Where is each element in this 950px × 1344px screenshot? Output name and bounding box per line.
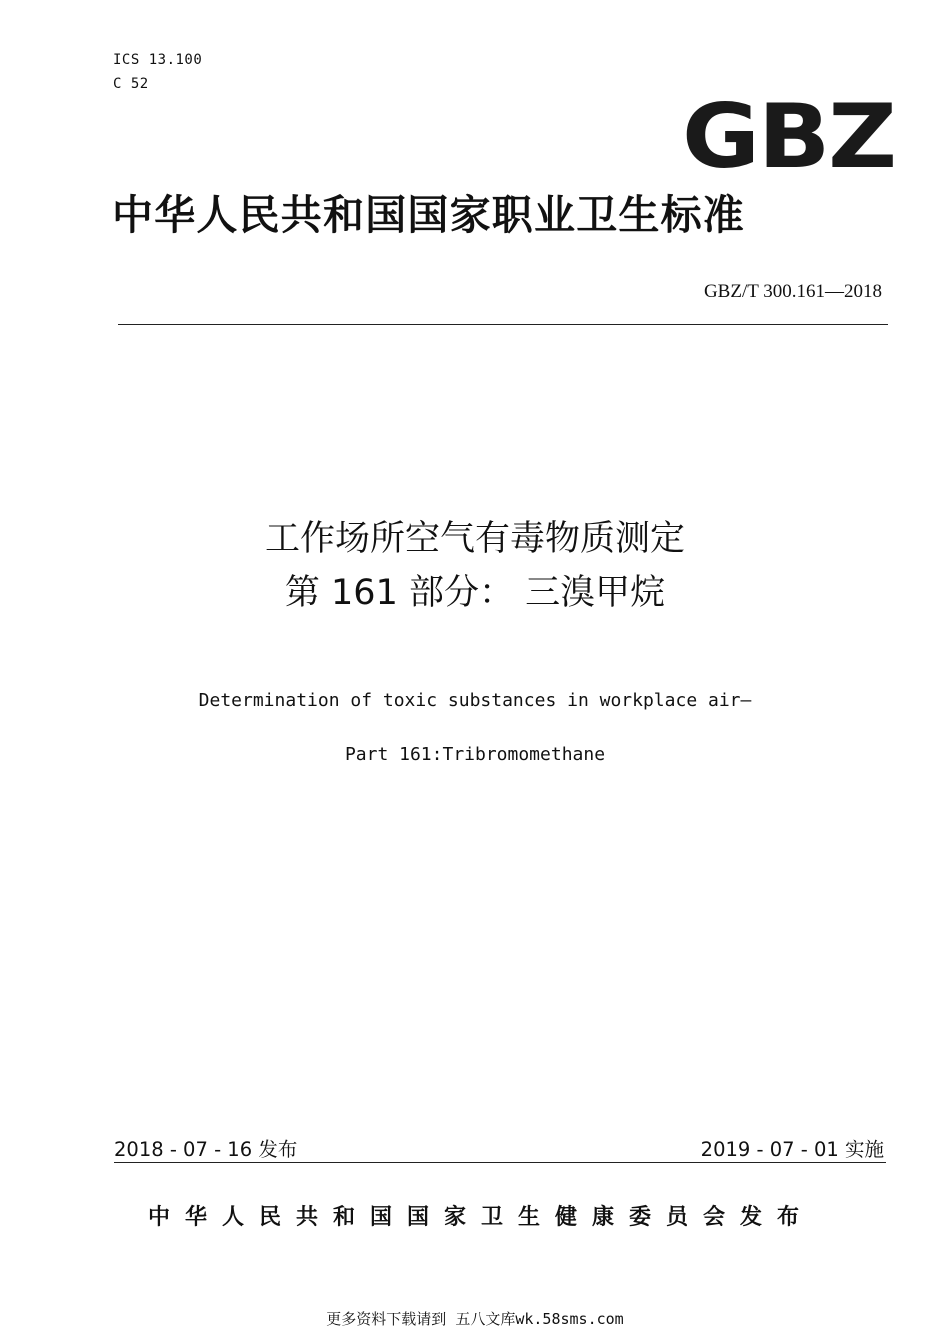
document-title-zh-line1: 工作场所空气有毒物质测定 <box>264 519 685 559</box>
date-divider <box>114 1162 886 1163</box>
document-title-en-line2: Part 161:Tribromomethane <box>344 744 606 765</box>
ccs-code: C 52 <box>113 76 149 92</box>
classification-codes <box>113 48 202 96</box>
implementation-date: 2019 - 07 - 01 实施 <box>700 1138 884 1161</box>
footer-download-note: 更多资料下载请到 五八文库wk.58sms.com <box>326 1310 624 1328</box>
ics-code: ICS 13.100 <box>113 52 203 68</box>
gbz-logo: GBZ <box>682 85 895 188</box>
issue-date: 2018 - 07 - 16 发布 <box>114 1138 298 1161</box>
standard-number: GBZ/T 300.161—2018 <box>703 281 882 302</box>
header-divider <box>118 324 888 325</box>
document-title-en-line1: Determination of toxic substances in workplace air— <box>198 690 752 711</box>
publisher: 中华人民共和国国家卫生健康委员会发布 <box>147 1205 814 1230</box>
standard-category-title: 中华人民共和国国家职业卫生标准 <box>112 191 745 239</box>
document-title-zh-line2: 第 161 部分： 三溴甲烷 <box>284 573 666 613</box>
